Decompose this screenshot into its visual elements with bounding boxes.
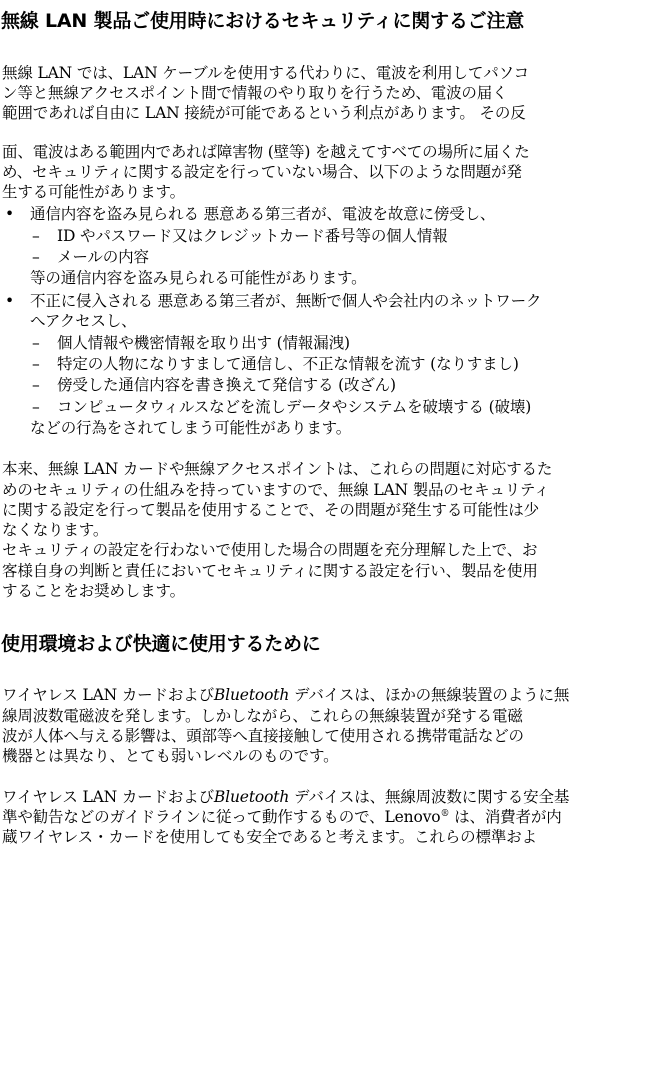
bullet-marker: • — [5, 205, 15, 223]
bullet-intrusion-closing: などの行為をされてしまう可能性があります。 — [30, 419, 352, 437]
safety-paragraph-line — [2, 807, 562, 827]
intro-paragraph-line: ン等と無線アクセスポイント間で情報のやり取りを行うため、電波の届く — [2, 84, 508, 102]
intro-paragraph-line: 範囲であれば自由に LAN 接続が可能であるという利点があります。 その反 — [2, 104, 526, 122]
bluetooth-term: Bluetooth — [213, 788, 290, 806]
bullet-eavesdrop-text: 通信内容を盗み見られる 悪意ある第三者が、電波を故意に傍受し、 — [30, 205, 496, 223]
dash-marker: – — [32, 227, 40, 245]
usage-environment-heading: 使用環境および快適に使用するために — [1, 633, 321, 655]
subitem-destruction: コンピュータウィルスなどを流しデータやシステムを破壊する (破壊) — [57, 398, 532, 416]
safety-text-a: ワイヤレス LAN カードおよび — [2, 788, 214, 806]
risk-paragraph-line: め、セキュリティに関する設定を行っていない場合、以下のような問題が発 — [2, 163, 522, 181]
recommendation-paragraph-line: 客様自身の判断と責任においてセキュリティに関する設定を行い、製品を使用 — [2, 562, 538, 580]
safety-text-b: デバイスは、無線周波数に関する安全基 — [289, 788, 570, 806]
risk-paragraph-line: 生する可能性があります。 — [2, 183, 185, 201]
countermeasure-paragraph-line: なくなります。 — [2, 521, 109, 539]
emission-paragraph-line: 線周波数電磁波を発します。しかしながら、これらの無線装置が発する電磁 — [2, 707, 523, 725]
safety-text-c: 準や勧告などのガイドラインに従って動作するもので、Lenovo — [2, 808, 441, 826]
registered-mark: ® — [440, 808, 450, 819]
subitem-impersonation: 特定の人物になりすまして通信し、不正な情報を流す (なりすまし) — [57, 355, 519, 373]
emission-paragraph-line: 機器とは異なり、とても弱いレベルのものです。 — [2, 747, 339, 765]
bullet-eavesdrop-closing: 等の通信内容を盗み見られる可能性があります。 — [30, 269, 367, 287]
subitem-tampering: 傍受した通信内容を書き換えて発信する (改ざん) — [57, 376, 396, 394]
emission-paragraph-line: 波が人体へ与える影響は、頭部等へ直接接触して使用される携帯電話などの — [2, 727, 524, 745]
bullet-marker: • — [5, 292, 15, 310]
safety-text-d: は、消費者が内 — [449, 808, 562, 826]
bullet-intrusion-text: へアクセスし、 — [30, 312, 137, 330]
dash-marker: – — [32, 355, 40, 373]
safety-paragraph-line: 蔵ワイヤレス・カードを使用しても安全であると考えます。これらの標準およ — [2, 828, 537, 846]
recommendation-paragraph-line: することをお奨めします。 — [2, 582, 185, 600]
countermeasure-paragraph-line: 本来、無線 LAN カードや無線アクセスポイントは、これらの問題に対応するた — [2, 460, 553, 478]
risk-paragraph-line: 面、電波はある範囲内であれば障害物 (壁等) を越えてすべての場所に届くた — [2, 143, 530, 161]
subitem-mail-content: メールの内容 — [57, 248, 149, 266]
recommendation-paragraph-line: セキュリティの設定を行わないで使用した場合の問題を充分理解した上で、お — [2, 541, 538, 559]
bluetooth-term: Bluetooth — [213, 686, 290, 704]
emission-text-a: ワイヤレス LAN カードおよび — [2, 686, 214, 704]
safety-paragraph-line — [2, 787, 569, 807]
countermeasure-paragraph-line: に関する設定を行って製品を使用することで、その問題が発生する可能性は少 — [2, 501, 539, 519]
dash-marker: – — [32, 334, 40, 352]
countermeasure-paragraph-line: めのセキュリティの仕組みを持っていますので、無線 LAN 製品のセキュリティ — [2, 481, 550, 499]
bullet-intrusion-text: 不正に侵入される 悪意ある第三者が、無断で個人や会社内のネットワーク — [30, 292, 542, 310]
intro-paragraph-line: 無線 LAN では、LAN ケーブルを使用する代わりに、電波を利用してパソコ — [2, 64, 529, 82]
subitem-personal-info: ID やパスワード又はクレジットカード番号等の個人情報 — [57, 227, 448, 245]
dash-marker: – — [32, 398, 40, 416]
dash-marker: – — [32, 248, 40, 266]
emission-paragraph-line — [2, 685, 569, 705]
dash-marker: – — [32, 376, 40, 394]
security-notice-heading: 無線 LAN 製品ご使用時におけるセキュリティに関するご注意 — [1, 10, 525, 32]
subitem-info-leak: 個人情報や機密情報を取り出す (情報漏洩) — [57, 334, 350, 352]
emission-text-b: デバイスは、ほかの無線装置のように無 — [289, 686, 570, 704]
